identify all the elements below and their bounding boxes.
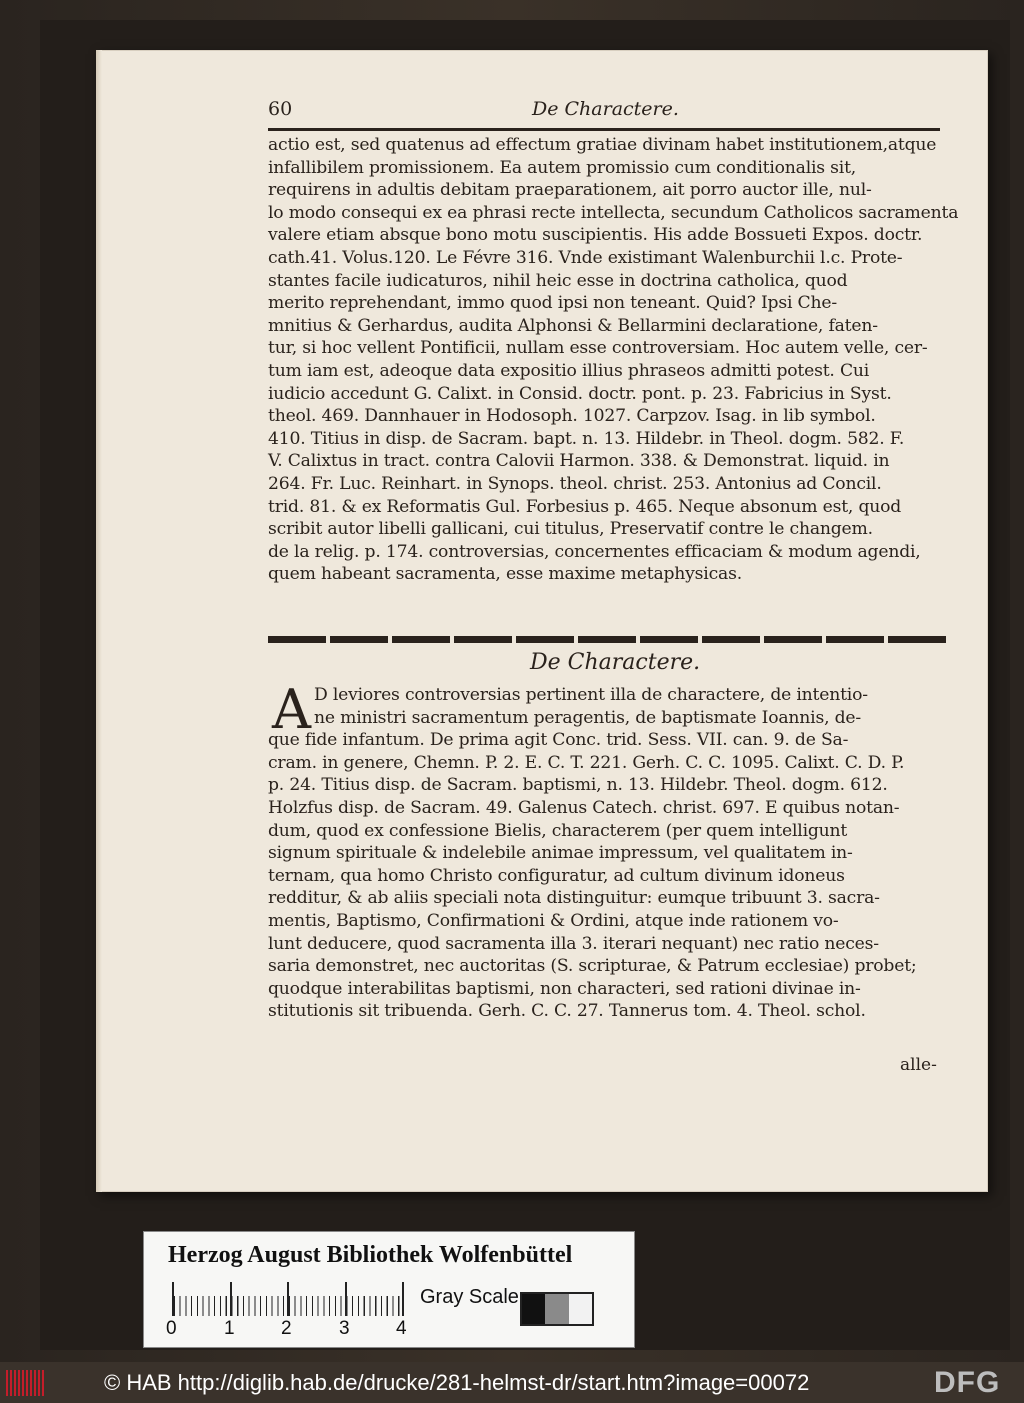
header-rule xyxy=(268,128,940,131)
text-line: lunt deducere, quod sacramenta illa 3. iterari nequant) nec ratio neces- xyxy=(268,933,879,954)
source-url[interactable]: © HAB http://diglib.hab.de/drucke/281-helmst-dr/start.htm?image=00072 xyxy=(104,1370,810,1395)
text-line: 264. Fr. Luc. Reinhart. in Synops. theol. christ. 253. Antonius ad Concil. xyxy=(268,473,882,494)
text-line: mnitius & Gerhardus, audita Alphonsi & Bellarmini declaratione, faten- xyxy=(268,315,878,336)
text-line: tur, si hoc vellent Pontificii, nullam esse controversiam. Hoc autem velle, cer- xyxy=(268,338,928,359)
running-title: De Charactere. xyxy=(532,98,679,120)
text-line: cath.41. Volus.120. Le Févre 316. Vnde existimant Walenburchii l.c. Prote- xyxy=(268,247,903,268)
text-line: lo modo consequi ex ea phrasi recte intellecta, secundum Catholicos sacramenta xyxy=(268,202,959,223)
text-line: cram. in genere, Chemn. P. 2. E. C. T. 221. Gerh. C. C. 1095. Calixt. C. D. P. xyxy=(268,752,905,773)
calibration-card xyxy=(143,1231,635,1348)
text-line: requirens in adultis debitam praeparationem, ait porro auctor ille, nul- xyxy=(268,180,872,201)
swatch-dark xyxy=(522,1294,545,1324)
ruler-number: 4 xyxy=(396,1318,407,1339)
page-number: 60 xyxy=(268,98,293,120)
text-line: stantes facile iudicaturos, nihil heic esse in doctrina catholica, quod xyxy=(268,270,848,291)
text-line: D leviores controversias pertinent illa de charactere, de intentio- xyxy=(314,685,868,705)
text-line: p. 24. Titius disp. de Sacram. baptismi, n. 13. Hildebr. Theol. dogm. 612. xyxy=(268,775,888,796)
gray-swatch xyxy=(520,1292,594,1326)
text-line: dum, quod ex confessione Bielis, characterem (per quem intelligunt xyxy=(268,820,848,841)
page-edge xyxy=(96,50,102,1192)
catchword: alle- xyxy=(900,1055,937,1075)
section-divider xyxy=(268,636,948,643)
dfg-logo: DFG xyxy=(934,1366,1001,1399)
section-heading: De Charactere. xyxy=(530,650,701,675)
text-line: ternam, qua homo Christo configuratur, ad cultum divinum idoneus xyxy=(268,865,845,886)
text-line: ne ministri sacramentum peragentis, de baptismate Ioannis, de- xyxy=(314,707,861,728)
ruler-number: 3 xyxy=(339,1318,350,1339)
text-line: que fide infantum. De prima agit Conc. trid. Sess. VII. can. 9. de Sa- xyxy=(268,730,849,751)
footer-bar xyxy=(0,1362,1024,1403)
text-line: signum spirituale & indelebile animae impressum, vel qualitatem in- xyxy=(268,843,853,864)
text-line: Holzfus disp. de Sacram. 49. Galenus Catech. christ. 697. E quibus notan- xyxy=(268,797,900,818)
text-block-2 xyxy=(268,678,948,1023)
ruler-number: 1 xyxy=(224,1318,235,1339)
barcode-icon xyxy=(6,1370,46,1396)
text-block-1 xyxy=(268,134,959,586)
text-line: V. Calixtus in tract. contra Calovii Harmon. 338. & Demonstrat. liquid. in xyxy=(268,451,890,472)
text-line: scribit autor libelli gallicani, cui titulus, Preservatif contre le changem. xyxy=(268,519,873,540)
ruler-number: 0 xyxy=(166,1318,177,1339)
text-line: de la relig. p. 174. controversias, concernentes efficaciam & modum agendi, xyxy=(268,541,921,562)
text-line: quodque interabilitas baptismi, non characteri, sed rationi divinae in- xyxy=(268,978,861,999)
text-line: theol. 469. Dannhauer in Hodosoph. 1027. Carpzov. Isag. in lib symbol. xyxy=(268,406,876,427)
library-name: Herzog August Bibliothek Wolfenbüttel xyxy=(168,1242,573,1268)
text-line: 410. Titius in disp. de Sacram. bapt. n. 13. Hildebr. in Theol. dogm. 582. F. xyxy=(268,428,905,449)
gray-scale-label: Gray Scale xyxy=(420,1286,519,1308)
text-line: quem habeant sacramenta, esse maxime metaphysicas. xyxy=(268,564,742,585)
text-line: saria demonstret, nec auctoritas (S. scripturae, & Patrum ecclesiae) probet; xyxy=(268,956,917,977)
swatch-mid xyxy=(545,1294,568,1324)
text-line: tum iam est, adeoque data expositio illius phraseos admitti potest. Cui xyxy=(268,360,870,381)
page-header xyxy=(268,98,940,128)
drop-cap: A xyxy=(272,678,311,741)
text-line: merito reprehendant, immo quod ipsi non teneant. Quid? Ipsi Che- xyxy=(268,293,837,314)
text-line: trid. 81. & ex Reformatis Gul. Forbesius p. 465. Neque absonum est, quod xyxy=(268,496,902,517)
ruler-number: 2 xyxy=(281,1318,292,1339)
text-line: actio est, sed quatenus ad effectum gratiae divinam habet institutionem,atque xyxy=(268,135,937,155)
text-line: valere etiam absque bono motu suscipientis. His adde Bossueti Expos. doctr. xyxy=(268,225,923,246)
text-line: infallibilem promissionem. Ea autem promissio cum conditionalis sit, xyxy=(268,157,857,178)
swatch-light xyxy=(569,1294,592,1324)
text-line: mentis, Baptismo, Confirmationi & Ordini, atque inde rationem vo- xyxy=(268,910,839,931)
text-line: iudicio accedunt G. Calixt. in Consid. doctr. pont. p. 23. Fabricius in Syst. xyxy=(268,383,892,404)
text-line: stitutionis sit tribuenda. Gerh. C. C. 27. Tannerus tom. 4. Theol. schol. xyxy=(268,1001,866,1022)
text-line: redditur, & ab aliis speciali nota distinguitur: eumque tribuunt 3. sacra- xyxy=(268,888,880,909)
